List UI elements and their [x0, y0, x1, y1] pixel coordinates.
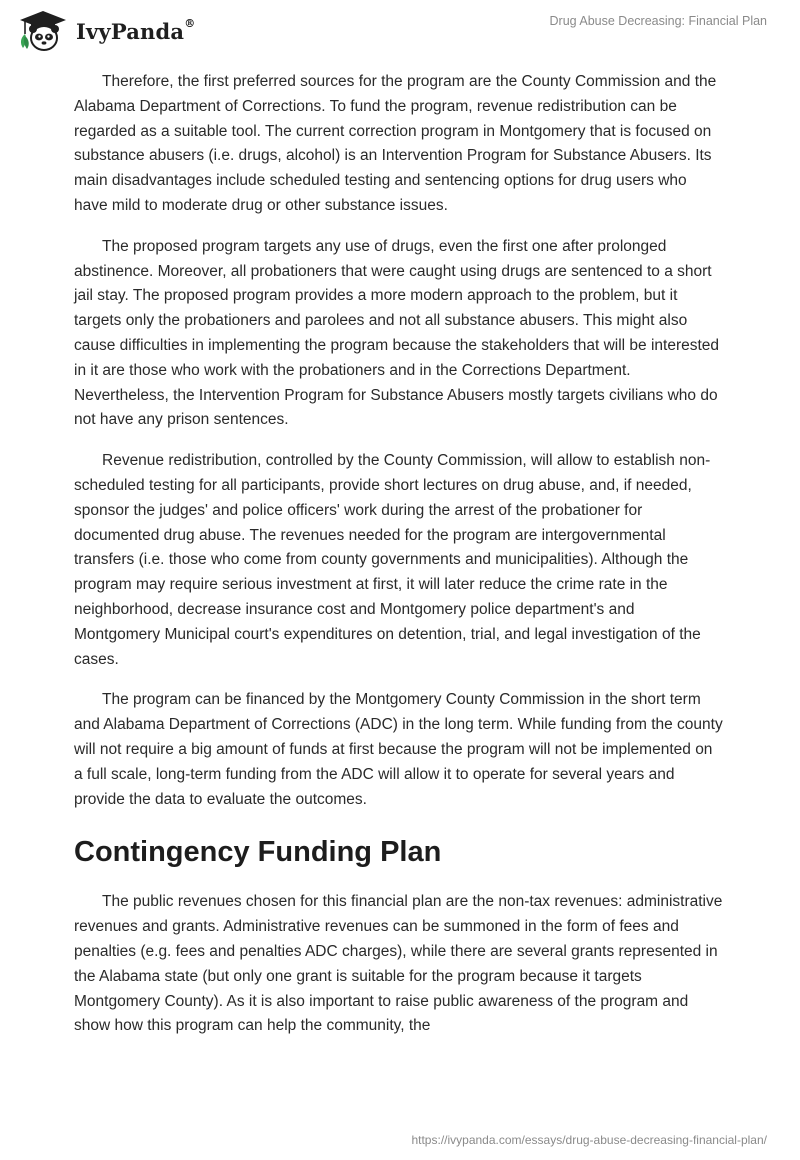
- document-title: Drug Abuse Decreasing: Financial Plan: [549, 14, 767, 28]
- page-header: [0, 0, 800, 64]
- paragraph-3: Revenue redistribution, controlled by the County Commission, will allow to establish non-scheduled testing for all participants, provide short lectures on drug abuse, and, if needed, sponsor the judges' and police officers' work during the arrest of the probationer for documented drug abuse. The revenues needed for the program are intergovernmental transfers (i.e. those who come from county governments and municipalities). Although the program may require serious investment at first, it will later reduce the crime rate in the neighborhood, decrease insurance cost and Montgomery police department's and Montgomery Municipal court's expenditures on detention, trial, and legal investigation of the cases.: [74, 452, 711, 668]
- brand-name: IvyPanda®: [76, 16, 196, 44]
- source-url-link[interactable]: https://ivypanda.com/essays/drug-abuse-decreasing-financial-plan/: [411, 1133, 767, 1147]
- paragraph-2: The proposed program targets any use of drugs, even the first one after prolonged abstinence. Moreover, all probationers that were caught using drugs are sentenced to a short jail stay. The proposed program provides a more modern approach to the problem, but it targets only the probationers and parolees and not all substance abusers. This might also cause difficulties in implementing the program because the stakeholders that will be interested in it are those who work with the probationers and in the Corrections Department. Nevertheless, the Intervention Program for Substance Abusers mostly targets civilians who do not have any prison sentences.: [74, 237, 720, 429]
- paragraph-4: The program can be financed by the Montgomery County Commission in the short term and Alabama Department of Corrections (ADC) in the long term. While funding from the county will not require a big amount of funds at first because the program will not be implemented on a full scale, long-term funding from the ADC will allow it to operate for several years and provide the data to evaluate the outcomes.: [74, 691, 723, 808]
- section-paragraph: The public revenues chosen for this financial plan are the non-tax revenues: administrative revenues and grants. Administrative revenues can be summoned in the form of fees and penalties (e.g. fees and penalties ADC charges), while there are several grants represented in the Alabama state (but only one grant is suitable for the program because it targets Montgomery County). As it is also important to raise public awareness of the program and show how this program can help the community, the: [74, 893, 723, 1035]
- section-heading: Contingency Funding Plan: [74, 836, 442, 869]
- ivypanda-logo[interactable]: [14, 8, 195, 54]
- essay-body: [74, 70, 724, 1055]
- paragraph-1: Therefore, the first preferred sources for the program are the County Commission and the Alabama Department of Corrections. To fund the program, revenue redistribution can be regarded as a suitable tool. The current correction program in Montgomery that is focused on substance abusers (i.e. drugs, alcohol) is an Intervention Program for Substance Abusers. Its main disadvantages include scheduled testing and sentencing options for drug users who have mild to moderate drug or other substance issues.: [74, 73, 717, 214]
- panda-graduate-icon: [14, 8, 72, 54]
